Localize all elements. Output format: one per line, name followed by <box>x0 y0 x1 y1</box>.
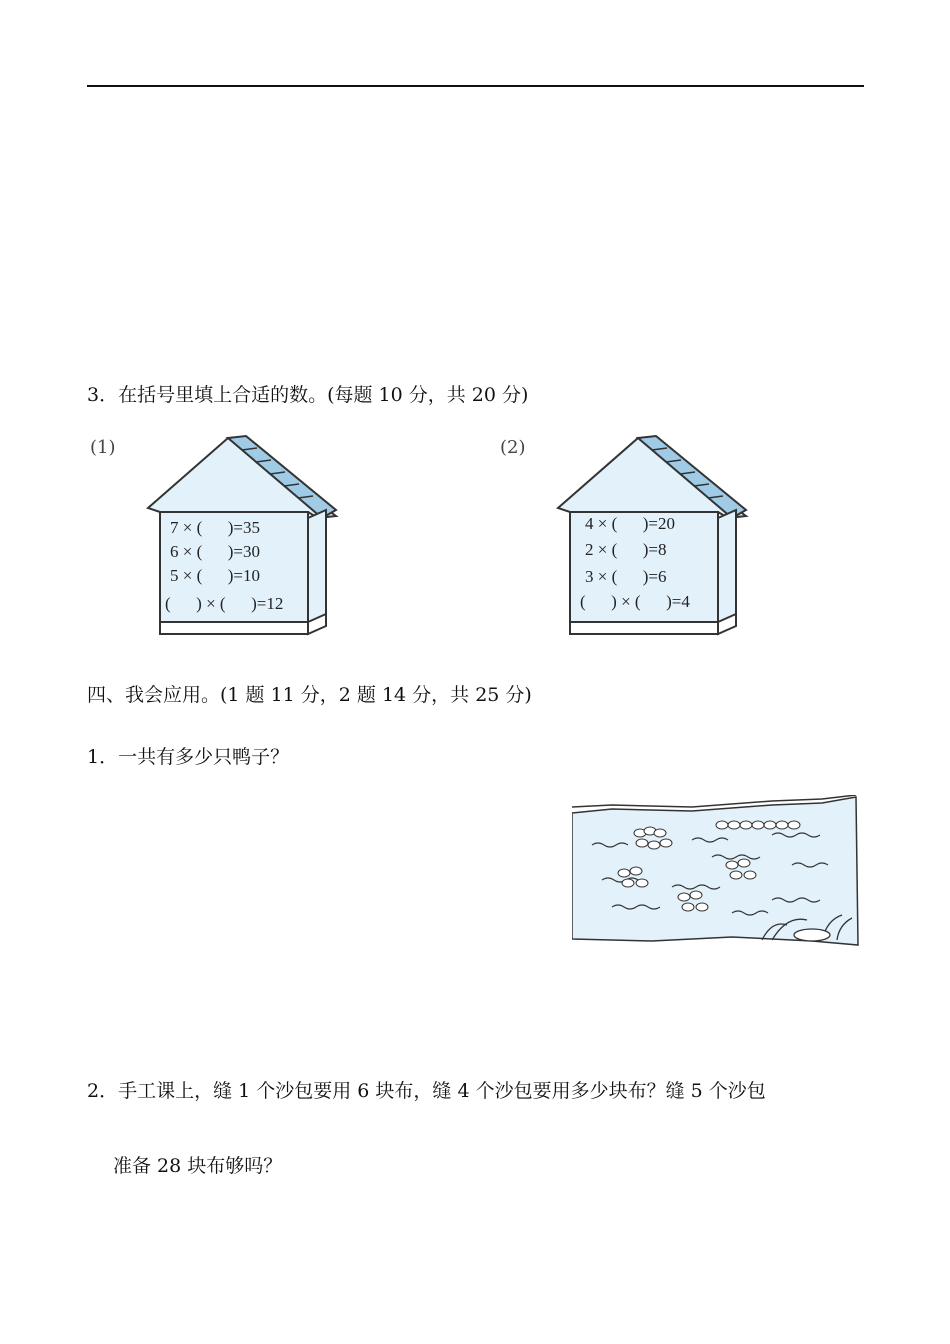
question-1: 1．一共有多少只鸭子？ <box>87 746 290 768</box>
house1-equation-3: 5 × ( )=10 <box>170 566 260 585</box>
house2-label: (2) <box>500 437 526 458</box>
section3-title: 3．在括号里填上合适的数。(每题 10 分，共 20 分) <box>87 384 529 406</box>
question-2-line-1: 2．手工课上，缝 1 个沙包要用 6 块布，缝 4 个沙包要用多少块布？缝 5 个沙包 <box>87 1080 766 1102</box>
house2-equation-4: ( ) × ( )=4 <box>580 592 690 611</box>
duck-pond-illustration <box>572 795 860 970</box>
house2-equation-1: 4 × ( )=20 <box>585 514 675 533</box>
header-rule <box>87 85 864 87</box>
house2-equation-2: 2 × ( )=8 <box>585 540 667 559</box>
section4-title: 四、我会应用。(1 题 11 分，2 题 14 分，共 25 分) <box>87 684 532 706</box>
house1-label: (1) <box>90 437 116 458</box>
question-2-line-2: 准备 28 块布够吗？ <box>113 1155 283 1177</box>
house1-equation-2: 6 × ( )=30 <box>170 542 260 561</box>
house1-equation-1: 7 × ( )=35 <box>170 518 260 537</box>
house1-equation-4: ( ) × ( )=12 <box>165 594 284 613</box>
house2-equation-3: 3 × ( )=6 <box>585 567 667 586</box>
